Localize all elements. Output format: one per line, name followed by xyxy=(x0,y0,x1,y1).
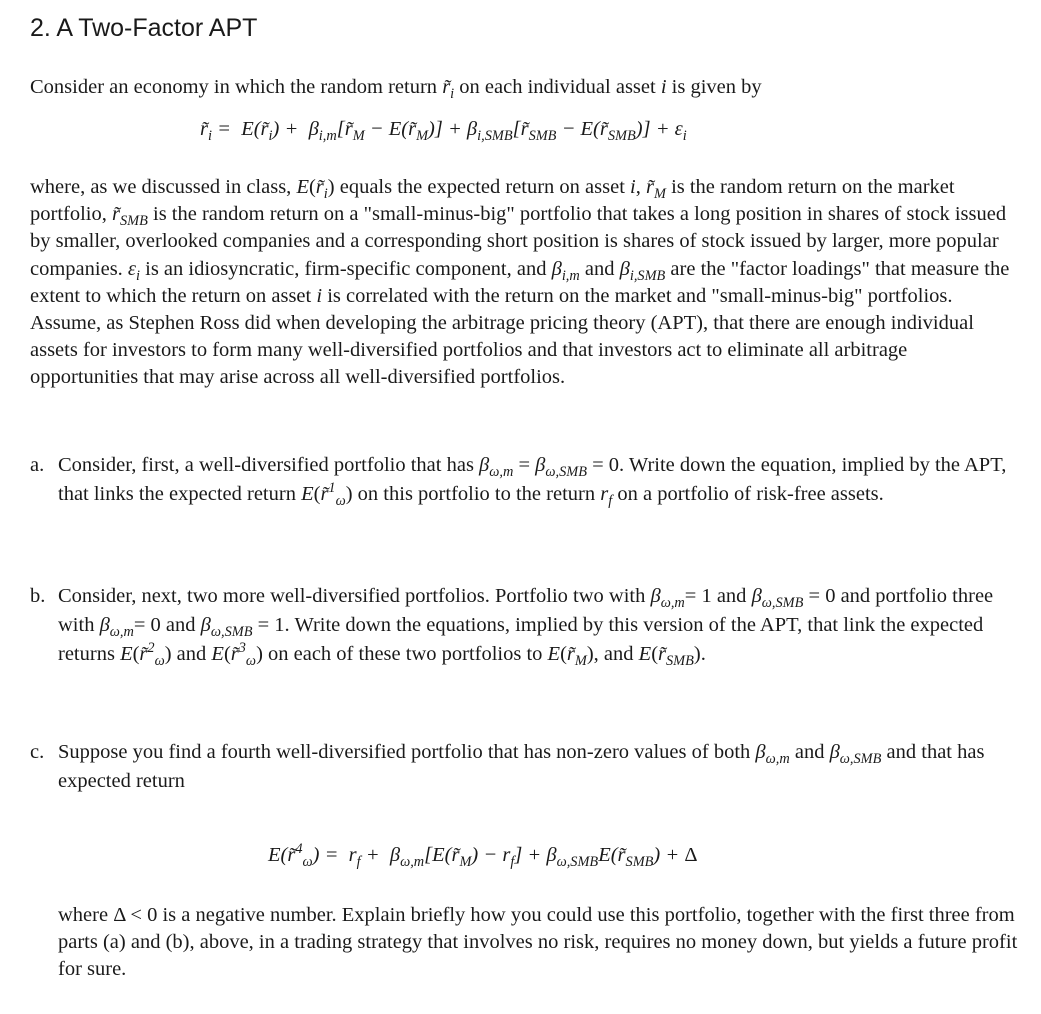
definitions-paragraph: where, as we discussed in class, $E(r̃_i)$ equals the expected return on asset i, $r̃_M$ is the random return on the market portfolio, $r̃_{SMB}$ is the random return on a "small-minus-big" portfolio that takes a long position in shares of stock issued by smaller, overlooked companies and a corresponding short position is shares of stock issued by larger, more popular companies. $\varepsilon_i$ is an idiosyncratic, firm-specific component, and $\beta_{i,m}$ and $\beta_{i,SMB}$ are the "factor loadings" that measure the extent to which the return on asset i is correlated with the return on the market and "small-minus-big" portfolios. Assume, as Stephen Ross did when developing the arbitrage pricing theory (APT), that there are enough individual assets for investors to form many well-diversified portfolios and that investors act to eliminate all arbitrage opportunities that may arise across all well-diversified portfolios. xyxy=(30,176,1010,389)
intro-paragraph: Consider an economy in which the random return $r̃_i$ on each individual asset i is given by xyxy=(30,76,762,103)
part-a-text: Consider, first, a well-diversified portfolio that has $\beta_{\omega,m} = \beta_{\omega,SMB} = 0$. Write down the equation, implied by the APT, that links the expected return E(r̃$^1_\omega$) on this portfolio to the return $r_f$ on a portfolio of risk-free assets. xyxy=(58,454,1007,510)
final-paragraph: where Δ < 0 is a negative number. Explain briefly how you could use this portfolio, together with the first three from parts (a) and (b), above, in a trading strategy that involves no risk, requires no money down, but yields a future profit for sure. xyxy=(58,904,1018,981)
part-c-text: Suppose you find a fourth well-diversified portfolio that has non-zero values of both $\beta_{\omega,m}$ and $\beta_{\omega,SMB}$ and that has expected return xyxy=(58,741,985,792)
fourth-portfolio-equation: E(r̃$^4_\omega$) = $r_f$ + $\beta_{\omega,m}[E(r̃_M) - r_f]$ + $\beta_{\omega,SMB}E(r̃_{SMB}) + \Delta$ xyxy=(268,841,698,871)
part-b-text: Consider, next, two more well-diversified portfolios. Portfolio two with $\beta_{\omega,m}= 1$ and $\beta_{\omega,SMB} = 0$ and portfolio three with $\beta_{\omega,m}= 0$ and $\beta_{\omega,SMB} = 1$. Write down the equations, implied by this version of the APT, that link the expected returns E(r̃$^2_\omega$) and E(r̃$^3_\omega$) on each of these two portfolios to $E(r̃_M)$, and $E(r̃_{SMB})$. xyxy=(58,585,994,670)
part-c-marker: c. xyxy=(30,741,45,763)
part-a-marker: a. xyxy=(30,454,45,476)
return-equation: $r̃_i$ = $E(r̃_i)$ + $\beta_{i,m}[r̃_M$ − $E(r̃_M)$] + $\beta_{i,SMB}[r̃_{SMB}$ − $E(r̃_{SMB})] + \varepsilon_i$ xyxy=(200,118,687,145)
part-b-marker: b. xyxy=(30,585,46,607)
section-heading: 2. A Two-Factor APT xyxy=(30,14,258,42)
